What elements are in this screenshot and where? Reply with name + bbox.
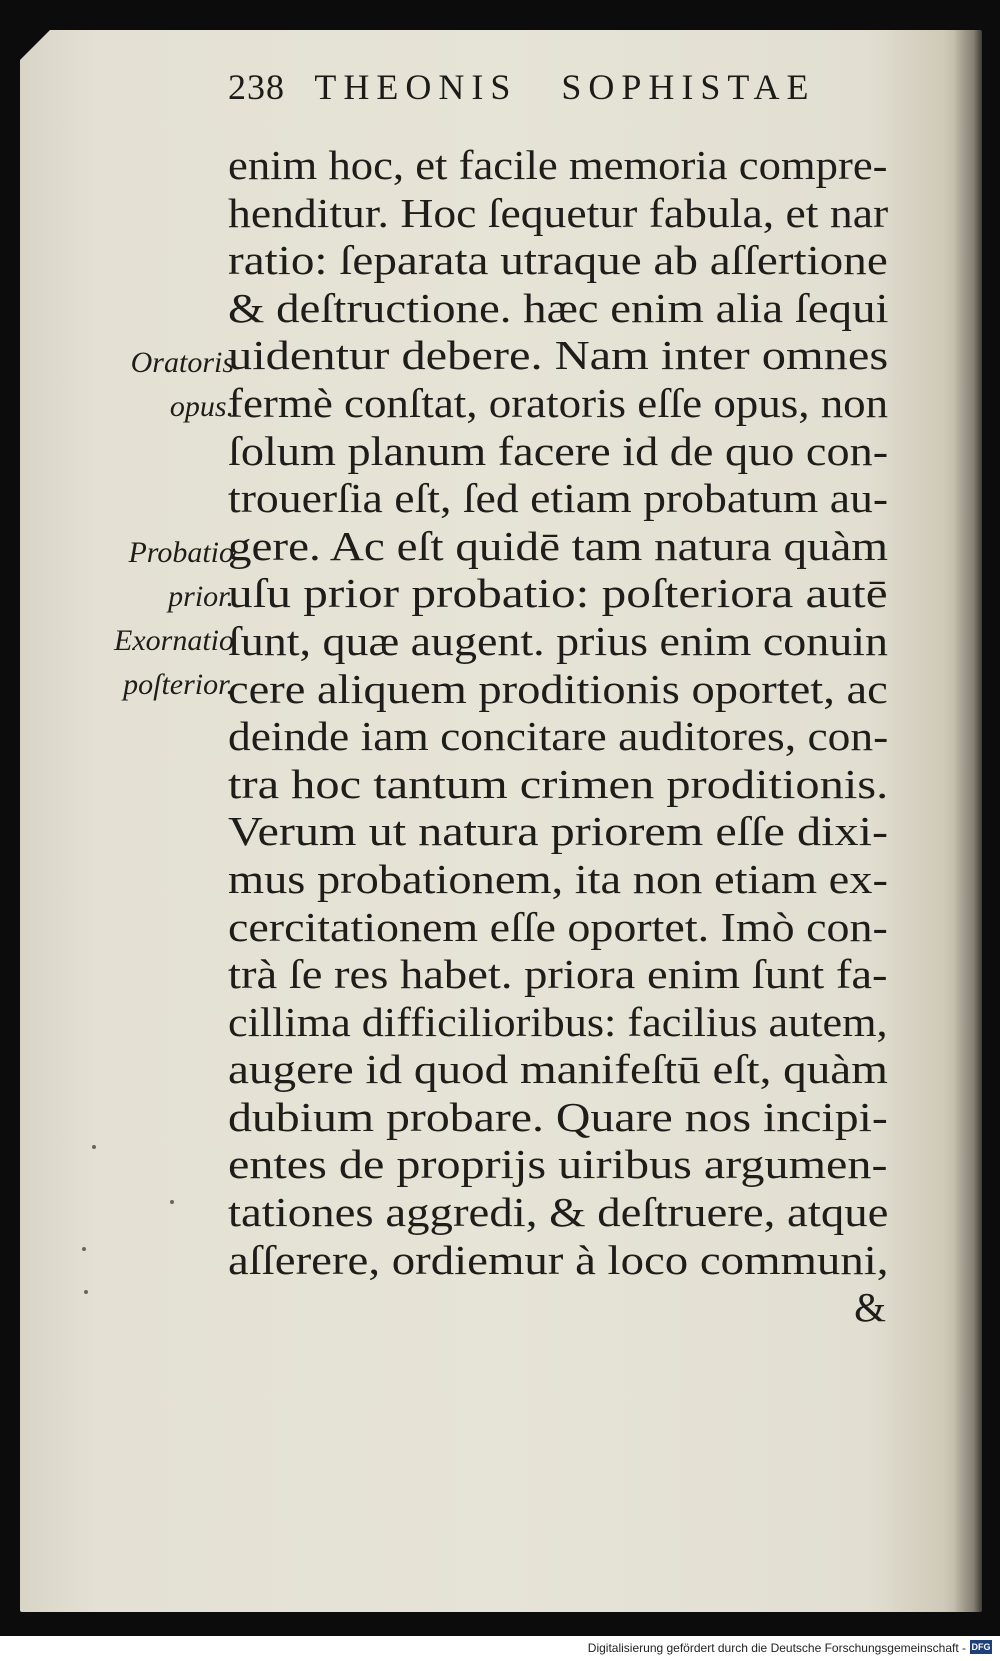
text-line: mus probationem, ita non etiam ex- — [228, 855, 888, 902]
marginal-note-posterior: poſterior. — [123, 668, 234, 701]
text-line: cercitationem eſſe oportet. Imò con- — [228, 903, 888, 950]
marginal-note-probatio: Probatio — [128, 536, 234, 569]
text-line: uidentur debere. Nam inter omnes — [228, 332, 889, 379]
running-head-word-1: THEONIS — [314, 67, 518, 107]
footer-bar — [0, 1636, 1000, 1661]
text-line: entes de proprijs uiribus argumen- — [228, 1141, 888, 1188]
text-line: dubium probare. Quare nos incipi- — [228, 1093, 888, 1140]
body-text — [228, 142, 888, 1332]
text-line: fermè conſtat, oratoris eſſe opus, non — [228, 379, 889, 426]
marginal-note-prior: prior. — [168, 580, 234, 613]
paper-speck — [170, 1200, 174, 1204]
text-line: gere. Ac eſt quidē tam natura quàm — [228, 522, 889, 569]
text-line: tra hoc tantum crimen proditionis. — [228, 760, 889, 807]
text-line: ratio: ſeparata utraque ab aſſertione — [228, 237, 888, 284]
paper-speck — [82, 1247, 86, 1251]
text-line: deinde iam concitare auditores, con- — [228, 713, 889, 760]
dfg-logo: DFG — [971, 1642, 991, 1652]
paper-speck — [92, 1145, 96, 1149]
text-line: & deſtructione. hæc enim alia ſequi — [228, 284, 889, 331]
text-line: Verum ut natura priorem eſſe dixi- — [228, 808, 889, 855]
catchword: & — [854, 1284, 886, 1331]
text-line: augere id quod manifeſtū eſt, quàm — [228, 1046, 888, 1093]
text-line: trà ſe res habet. priora enim ſunt fa- — [228, 951, 888, 998]
text-line: cere aliquem proditionis oportet, ac — [228, 665, 888, 712]
text-line: uſu prior probatio: poſteriora autē — [228, 570, 888, 617]
text-line: trouerſia eſt, ſed etiam probatum au- — [228, 475, 889, 522]
text-line: ſolum planum facere id de quo con- — [228, 427, 889, 474]
text-line: aſſerere, ordiemur à loco communi, — [228, 1236, 889, 1283]
running-head — [228, 66, 888, 126]
marginal-note-exornatio: Exornatio — [114, 624, 234, 657]
text-line: ſunt, quæ augent. prius enim conuin — [228, 617, 888, 664]
marginal-note-oratoris: Oratoris — [130, 346, 234, 379]
text-line: enim hoc, et facile memoria compre- — [228, 142, 888, 188]
text-line: henditur. Hoc ſequetur fabula, et nar — [228, 189, 889, 236]
paper-speck — [84, 1290, 88, 1294]
page-number: 238 — [228, 67, 285, 107]
text-line: cillima difficilioribus: facilius autem, — [228, 998, 888, 1045]
page-corner — [20, 30, 50, 60]
text-line: tationes aggredi, & deſtruere, atque — [228, 1189, 889, 1236]
marginal-note-opus: opus. — [169, 390, 234, 423]
running-head-word-2: SOPHISTAE — [561, 67, 816, 107]
funding-credit: Digitalisierung gefördert durch die Deutsche Forschungsgemeinschaft - — [587, 1641, 966, 1655]
